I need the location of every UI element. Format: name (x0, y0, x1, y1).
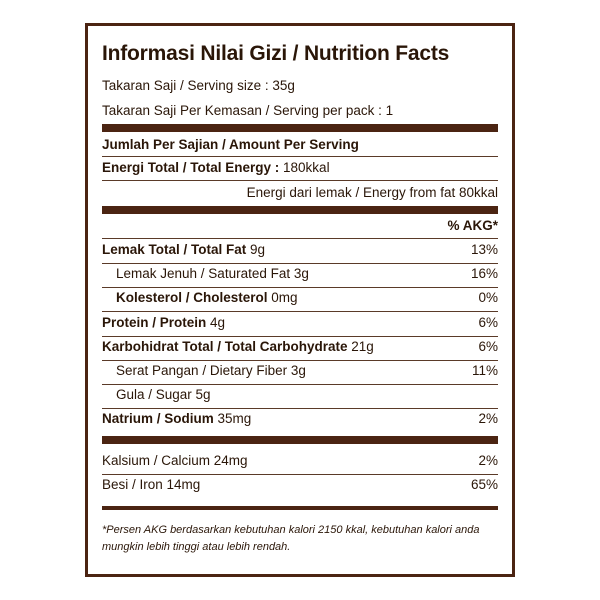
nutrient-amount: 0mg (267, 290, 298, 306)
divider (102, 238, 498, 239)
nutrient-akg: 13% (470, 242, 498, 257)
nutrient-akg: 0% (478, 290, 498, 306)
nutrient-amount: 3g (287, 363, 306, 378)
nutrient-name: Protein / Protein (102, 314, 207, 330)
divider (102, 474, 498, 475)
nutrient-label (116, 290, 298, 305)
nutrient-row (102, 411, 498, 435)
nutrient-name: Kolesterol / Cholesterol (116, 290, 268, 306)
akg-header: % AKG* (447, 218, 498, 233)
bottom-divider (102, 506, 498, 510)
divider (102, 287, 498, 288)
divider (102, 156, 498, 157)
nutrient-label (102, 242, 265, 257)
amount-per-serving: Jumlah Per Sajian / Amount Per Serving (102, 137, 359, 152)
divider (102, 180, 498, 181)
divider (102, 360, 498, 361)
nutrient-label (116, 387, 211, 402)
mineral-name: Besi / Iron (102, 477, 163, 492)
nutrient-label (102, 411, 251, 426)
mineral-label (102, 453, 248, 468)
nutrient-amount: 5g (191, 387, 211, 403)
nutrient-label (102, 315, 225, 330)
mineral-row (102, 477, 498, 501)
divider (102, 408, 498, 409)
thick-divider (102, 206, 498, 214)
panel-title: Informasi Nilai Gizi / Nutrition Facts (102, 42, 450, 65)
energy-value: 180kkal (279, 160, 330, 175)
mineral-amount: 14mg (162, 477, 201, 492)
nutrient-label (116, 266, 309, 281)
nutrient-name: Karbohidrat Total / Total Carbohydrate (102, 338, 348, 354)
energy-from-fat: Energi dari lemak / Energy from fat 80kkal (246, 185, 498, 200)
nutrient-name: Lemak Total / Total Fat (102, 242, 247, 257)
nutrient-amount: 35mg (213, 411, 252, 427)
footnote: *Persen AKG berdasarkan kebutuhan kalori 2150 kkal, kebutuhan kalori anda mungkin lebih tinggi atau lebih rendah. (102, 524, 480, 553)
nutrient-amount: 21g (347, 338, 374, 354)
energy-row (102, 160, 498, 175)
thick-divider (102, 124, 498, 132)
mineral-label (102, 477, 200, 492)
nutrient-amount: 9g (246, 242, 266, 257)
serving-per-pack: Takaran Saji Per Kemasan / Serving per pack : 1 (102, 103, 394, 118)
energy-label: Energi Total / Total Energy : (102, 160, 280, 175)
nutrient-name: Serat Pangan / Dietary Fiber (116, 363, 288, 378)
nutrient-name: Natrium / Sodium (102, 411, 214, 427)
mineral-akg: 2% (478, 453, 498, 468)
divider (102, 311, 498, 312)
nutrition-facts-panel (85, 23, 515, 577)
panel-content (102, 26, 498, 574)
nutrient-label (116, 363, 306, 378)
mineral-name: Kalsium / Calcium (102, 453, 211, 468)
divider (102, 263, 498, 264)
nutrient-amount: 3g (290, 266, 309, 282)
divider (102, 384, 498, 385)
serving-size: Takaran Saji / Serving size : 35g (102, 78, 295, 93)
divider (102, 336, 498, 337)
mineral-amount: 24mg (210, 453, 248, 468)
nutrient-name: Lemak Jenuh / Saturated Fat (116, 266, 291, 282)
nutrient-label (102, 339, 374, 354)
nutrient-akg: 11% (471, 363, 498, 378)
nutrient-amount: 4g (206, 314, 226, 330)
nutrient-akg: 6% (478, 338, 498, 354)
thick-divider (102, 436, 498, 444)
nutrient-akg: 2% (478, 411, 498, 427)
nutrient-akg: 6% (478, 314, 498, 330)
mineral-akg: 65% (470, 477, 498, 492)
nutrient-akg: 16% (470, 266, 498, 282)
nutrient-name: Gula / Sugar (116, 387, 192, 403)
